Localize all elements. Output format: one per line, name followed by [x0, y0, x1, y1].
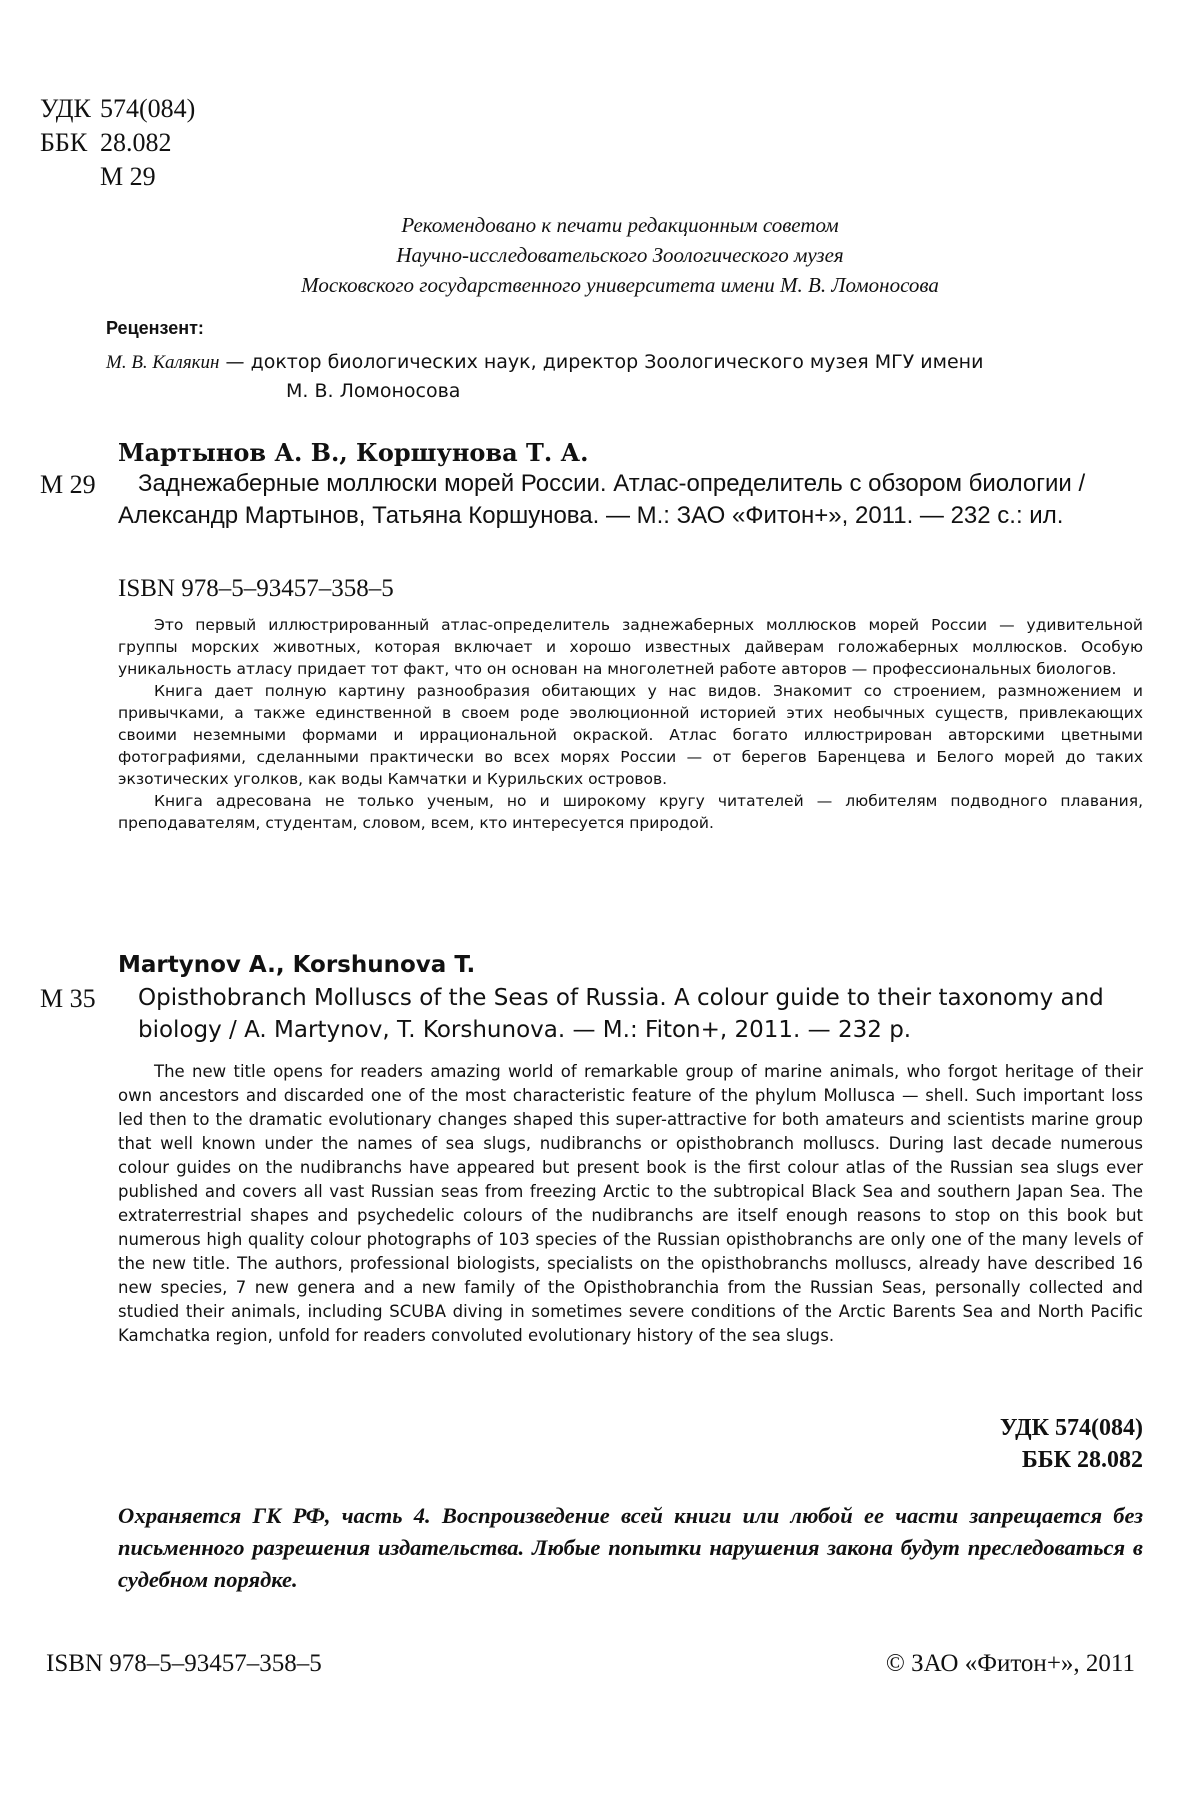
bbk-value: 28.082 [100, 128, 172, 157]
author-sign: М 29 [100, 162, 156, 191]
en-title: Opisthobranch Molluscs of the Seas of Russia. A colour guide to their taxonomy and biology / A. Martynov, T. Korshunova. — M.: Fiton+, 2011. — 232 p. [138, 982, 1118, 1046]
recommendation-line: Научно-исследовательского Зоологического музея [240, 240, 1000, 270]
recommendation-line: Московского государственного университета имени М. В. Ломоносова [240, 270, 1000, 300]
recommendation-block [240, 210, 1000, 300]
en-annotation [118, 1060, 1143, 1348]
footer-isbn: ISBN 978–5–93457–358–5 [46, 1650, 322, 1678]
en-annotation-paragraph: The new title opens for readers amazing world of remarkable group of marine animals, who forgot heritage of their own ancestors and discarded one of the most characteristic feature of the phylum Mollusca — shell. Such important loss led then to the dramatic evolutionary changes shaped this super-attractive for both amateurs and scientists marine group that well known under the names of sea slugs, nudibranchs or opisthobranch molluscs. During last decade numerous colour guides on the nudibranchs have appeared but present book is the first colour atlas of the Russian sea slugs ever published and covers all vast Russian seas from freezing Arctic to the subtropical Black Sea and southern Japan Sea. The extraterrestrial shapes and psychedelic colours of the nudibranchs are itself enough reasons to stop on this book but numerous high quality colour photographs of 103 species of the Russian opisthobranchs are only one of the many levels of the new title. The authors, professional biologists, specialists on the opisthobranchs molluscs, already have described 16 new species, 7 new genera and a new family of the Opisthobranchia from the Russian Seas, personally collected and studied their animals, including SCUBA diving in sometimes severe conditions of the Arctic Barents Sea and North Pacific Kamchatka region, unfold for readers convoluted evolutionary history of the sea slugs. [118, 1060, 1143, 1348]
recommendation-line: Рекомендовано к печати редакционным советом [240, 210, 1000, 240]
reviewer-label: Рецензент: [106, 318, 204, 339]
udk-code-right: УДК 574(084) [1000, 1412, 1143, 1444]
ru-title: Заднежаберные моллюски морей России. Атлас-определитель с обзором биологии / Александр Мартынов, Татьяна Коршунова. — М.: ЗАО «Фитон+», 2011. — 232 с.: ил. [118, 468, 1118, 532]
reviewer-desc: — доктор биологических наук, директор Зоологического музея МГУ имени [219, 351, 983, 373]
codes-right [1000, 1412, 1143, 1476]
ru-annotation-paragraph: Это первый иллюстрированный атлас-определитель заднежаберных моллюсков морей России — удивительной группы морских животных, которая включает и хорошо известных дайверам голожаберных моллюсков. Особую уникальность атласу придает тот факт, что он основан на многолетней работе авторов — профессиональных биологов. [118, 614, 1143, 680]
en-author-code: M 35 [40, 984, 96, 1014]
copyright-notice: Охраняется ГК РФ, часть 4. Воспроизведение всей книги или любой ее части запрещается без письменного разрешения издательства. Любые попытки нарушения закона будут преследоваться в судебном порядке. [118, 1500, 1143, 1596]
bbk-code-right: ББК 28.082 [1000, 1444, 1143, 1476]
udk-line [40, 92, 195, 126]
author-sign-line [40, 160, 195, 194]
en-authors: Martynov A., Korshunova T. [118, 952, 475, 978]
udk-label: УДК [40, 92, 100, 126]
reviewer-desc-cont: М. В. Ломоносова [106, 377, 1146, 405]
ru-author-code: М 29 [40, 470, 96, 500]
bbk-line [40, 126, 195, 160]
ru-annotation [118, 614, 1143, 834]
ru-annotation-paragraph: Книга дает полную картину разнообразия обитающих у нас видов. Знакомит со строением, размножением и привычками, а также единственной в своем роде эволюционной историей этих необычных существ, привлекающих своими неземными формами и иррациональной окраской. Атлас богато иллюстрирован авторскими цветными фотографиями, сделанными практически во всех морях России — от берегов Баренцева и Белого морей до таких экзотических уголков, как воды Камчатки и Курильских островов. [118, 680, 1143, 790]
footer-copyright: © ЗАО «Фитон+», 2011 [886, 1650, 1135, 1678]
ru-authors: Мартынов А. В., Коршунова Т. А. [118, 438, 588, 467]
ru-isbn: ISBN 978–5–93457–358–5 [118, 575, 394, 603]
reviewer-name: М. В. Калякин [106, 352, 219, 373]
udk-value: 574(084) [100, 94, 195, 123]
classification-codes [40, 92, 195, 194]
ru-annotation-paragraph: Книга адресована не только ученым, но и широкому кругу читателей — любителям подводного плавания, преподавателям, студентам, словом, всем, кто интересуется природой. [118, 790, 1143, 834]
bbk-label: ББК [40, 126, 100, 160]
reviewer-text [106, 348, 1146, 405]
